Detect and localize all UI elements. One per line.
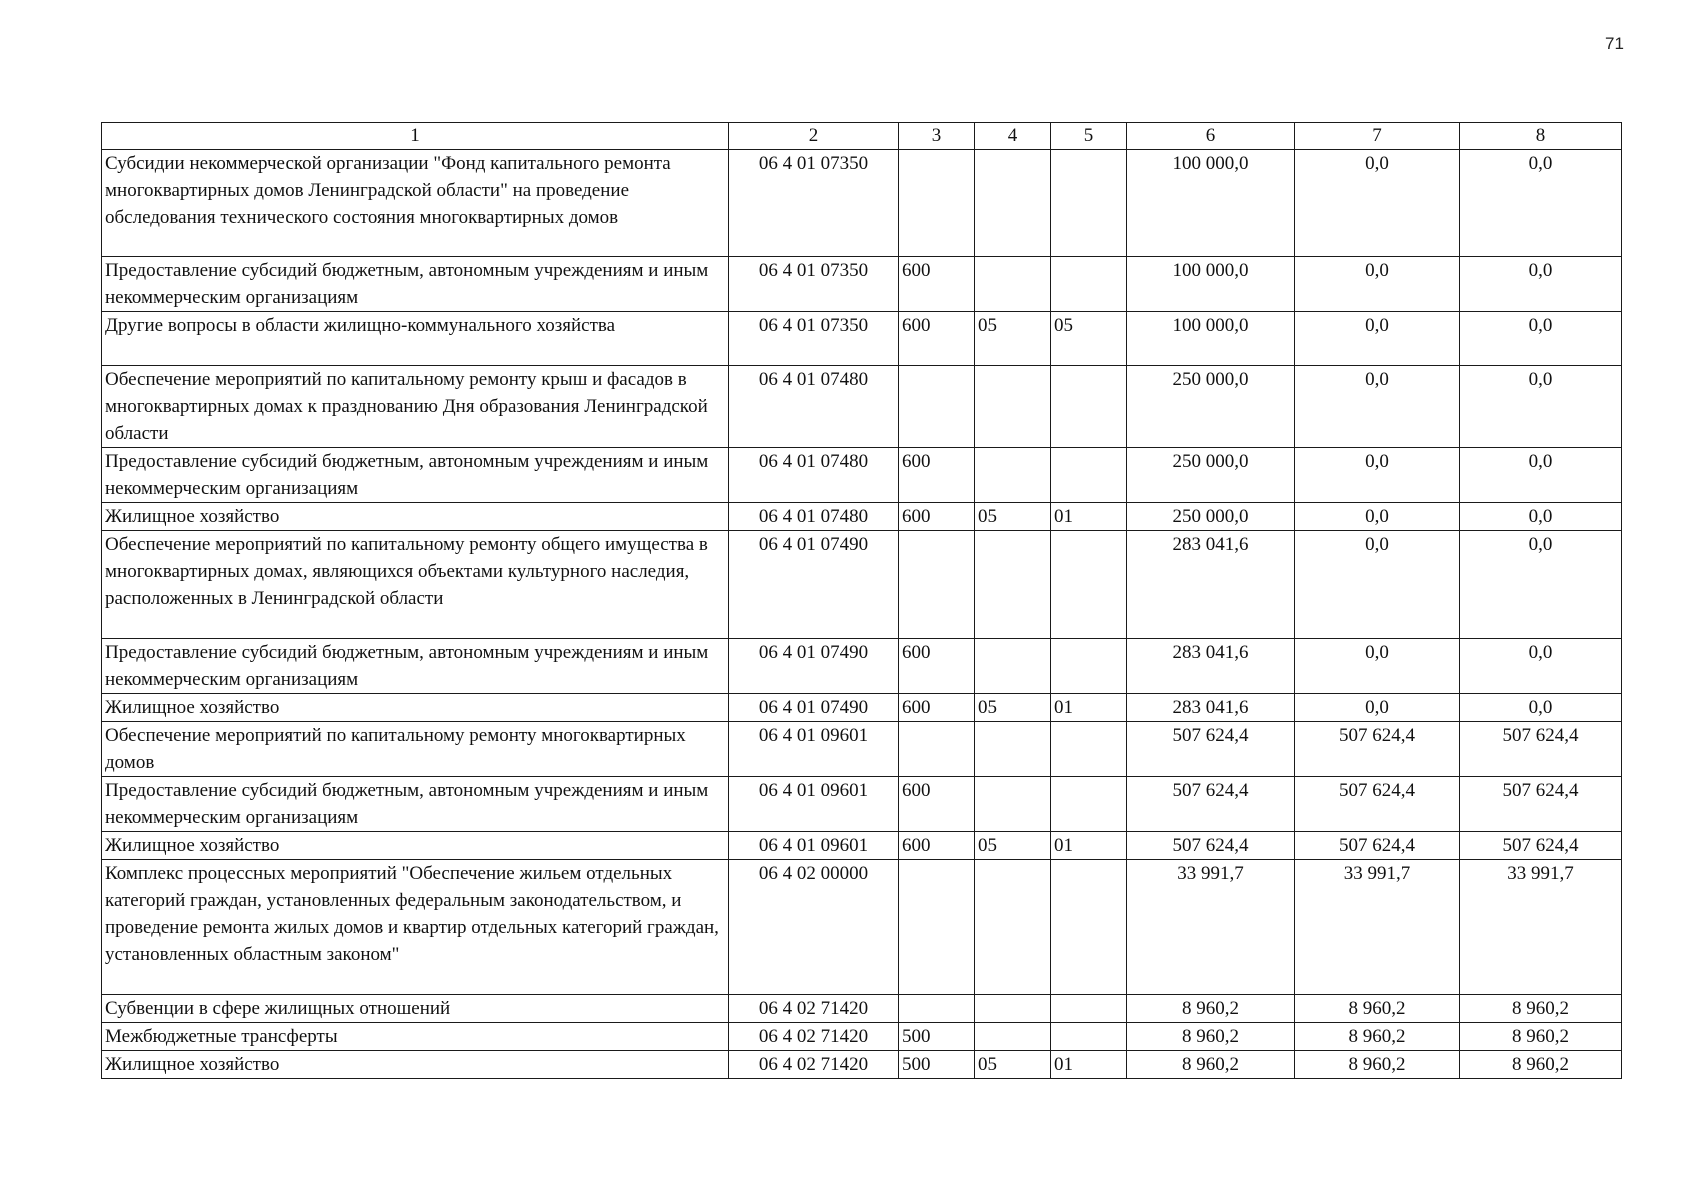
amount-year1-cell: 8 960,2 xyxy=(1127,1051,1295,1079)
subsection-cell: 05 xyxy=(1051,312,1127,366)
section-cell xyxy=(975,860,1051,995)
section-cell: 05 xyxy=(975,312,1051,366)
table-row xyxy=(102,312,1622,366)
target-code-cell: 06 4 01 07480 xyxy=(729,503,899,531)
amount-year2-cell: 507 624,4 xyxy=(1295,722,1460,777)
expense-type-cell xyxy=(899,722,975,777)
section-cell xyxy=(975,366,1051,448)
amount-year3-cell: 0,0 xyxy=(1460,257,1622,312)
row-name-cell: Жилищное хозяйство xyxy=(102,503,729,531)
subsection-cell xyxy=(1051,531,1127,639)
column-header: 1 xyxy=(102,123,729,150)
row-name-cell: Обеспечение мероприятий по капитальному ремонту общего имущества в многоквартирных домах, являющихся объектами культурного наследия, расположенных в Ленинградской области xyxy=(102,531,729,639)
amount-year2-cell: 0,0 xyxy=(1295,639,1460,694)
subsection-cell xyxy=(1051,995,1127,1023)
amount-year3-cell: 33 991,7 xyxy=(1460,860,1622,995)
section-cell xyxy=(975,257,1051,312)
amount-year3-cell: 8 960,2 xyxy=(1460,1051,1622,1079)
amount-year2-cell: 8 960,2 xyxy=(1295,1023,1460,1051)
amount-year2-cell: 8 960,2 xyxy=(1295,1051,1460,1079)
row-name-cell: Субвенции в сфере жилищных отношений xyxy=(102,995,729,1023)
expense-type-cell xyxy=(899,860,975,995)
section-cell xyxy=(975,531,1051,639)
amount-year1-cell: 100 000,0 xyxy=(1127,312,1295,366)
row-name-cell: Жилищное хозяйство xyxy=(102,694,729,722)
table-row xyxy=(102,995,1622,1023)
column-header: 5 xyxy=(1051,123,1127,150)
amount-year3-cell: 507 624,4 xyxy=(1460,722,1622,777)
expense-type-cell xyxy=(899,995,975,1023)
expense-type-cell xyxy=(899,366,975,448)
amount-year1-cell: 507 624,4 xyxy=(1127,722,1295,777)
amount-year3-cell: 0,0 xyxy=(1460,503,1622,531)
subsection-cell xyxy=(1051,150,1127,257)
target-code-cell: 06 4 01 07480 xyxy=(729,366,899,448)
subsection-cell: 01 xyxy=(1051,503,1127,531)
amount-year2-cell: 0,0 xyxy=(1295,257,1460,312)
section-cell xyxy=(975,722,1051,777)
amount-year1-cell: 250 000,0 xyxy=(1127,448,1295,503)
table-row xyxy=(102,777,1622,832)
section-cell: 05 xyxy=(975,832,1051,860)
amount-year2-cell: 0,0 xyxy=(1295,503,1460,531)
amount-year2-cell: 0,0 xyxy=(1295,448,1460,503)
table-row xyxy=(102,503,1622,531)
expense-type-cell: 600 xyxy=(899,694,975,722)
amount-year3-cell: 507 624,4 xyxy=(1460,777,1622,832)
subsection-cell xyxy=(1051,722,1127,777)
row-name-cell: Предоставление субсидий бюджетным, автономным учреждениям и иным некоммерческим организациям xyxy=(102,777,729,832)
amount-year1-cell: 8 960,2 xyxy=(1127,1023,1295,1051)
expense-type-cell xyxy=(899,150,975,257)
column-header: 6 xyxy=(1127,123,1295,150)
section-cell: 05 xyxy=(975,694,1051,722)
amount-year2-cell: 0,0 xyxy=(1295,150,1460,257)
budget-table xyxy=(101,122,1622,1079)
table-header-row xyxy=(102,123,1622,150)
target-code-cell: 06 4 01 07350 xyxy=(729,150,899,257)
column-header: 7 xyxy=(1295,123,1460,150)
amount-year1-cell: 250 000,0 xyxy=(1127,503,1295,531)
target-code-cell: 06 4 01 07350 xyxy=(729,257,899,312)
amount-year3-cell: 507 624,4 xyxy=(1460,832,1622,860)
target-code-cell: 06 4 01 07490 xyxy=(729,694,899,722)
row-name-cell: Комплекс процессных мероприятий "Обеспечение жильем отдельных категорий граждан, установленных федеральным законодательством, и проведение ремонта жилых домов и квартир отдельных категорий граждан, установленных областным законом" xyxy=(102,860,729,995)
amount-year1-cell: 8 960,2 xyxy=(1127,995,1295,1023)
target-code-cell: 06 4 01 09601 xyxy=(729,722,899,777)
table-row xyxy=(102,860,1622,995)
section-cell xyxy=(975,448,1051,503)
subsection-cell xyxy=(1051,448,1127,503)
subsection-cell xyxy=(1051,257,1127,312)
subsection-cell xyxy=(1051,777,1127,832)
expense-type-cell: 600 xyxy=(899,777,975,832)
column-header: 8 xyxy=(1460,123,1622,150)
section-cell xyxy=(975,639,1051,694)
row-name-cell: Жилищное хозяйство xyxy=(102,832,729,860)
expense-type-cell: 600 xyxy=(899,257,975,312)
section-cell xyxy=(975,1023,1051,1051)
subsection-cell: 01 xyxy=(1051,694,1127,722)
amount-year1-cell: 283 041,6 xyxy=(1127,694,1295,722)
amount-year2-cell: 507 624,4 xyxy=(1295,832,1460,860)
amount-year3-cell: 0,0 xyxy=(1460,366,1622,448)
subsection-cell: 01 xyxy=(1051,832,1127,860)
target-code-cell: 06 4 02 71420 xyxy=(729,1023,899,1051)
table-row xyxy=(102,531,1622,639)
row-name-cell: Предоставление субсидий бюджетным, автономным учреждениям и иным некоммерческим организациям xyxy=(102,257,729,312)
amount-year3-cell: 8 960,2 xyxy=(1460,995,1622,1023)
subsection-cell: 01 xyxy=(1051,1051,1127,1079)
column-header: 3 xyxy=(899,123,975,150)
amount-year2-cell: 8 960,2 xyxy=(1295,995,1460,1023)
amount-year1-cell: 507 624,4 xyxy=(1127,777,1295,832)
expense-type-cell xyxy=(899,531,975,639)
amount-year3-cell: 0,0 xyxy=(1460,448,1622,503)
target-code-cell: 06 4 01 07480 xyxy=(729,448,899,503)
expense-type-cell: 600 xyxy=(899,448,975,503)
target-code-cell: 06 4 02 71420 xyxy=(729,1051,899,1079)
table-row xyxy=(102,722,1622,777)
expense-type-cell: 500 xyxy=(899,1023,975,1051)
target-code-cell: 06 4 01 07490 xyxy=(729,639,899,694)
amount-year2-cell: 0,0 xyxy=(1295,531,1460,639)
table-row xyxy=(102,366,1622,448)
amount-year3-cell: 0,0 xyxy=(1460,150,1622,257)
section-cell xyxy=(975,995,1051,1023)
target-code-cell: 06 4 01 09601 xyxy=(729,832,899,860)
amount-year1-cell: 283 041,6 xyxy=(1127,531,1295,639)
target-code-cell: 06 4 02 71420 xyxy=(729,995,899,1023)
table-row xyxy=(102,150,1622,257)
table-row xyxy=(102,1023,1622,1051)
expense-type-cell: 600 xyxy=(899,639,975,694)
amount-year3-cell: 8 960,2 xyxy=(1460,1023,1622,1051)
table-row xyxy=(102,1051,1622,1079)
row-name-cell: Межбюджетные трансферты xyxy=(102,1023,729,1051)
section-cell: 05 xyxy=(975,1051,1051,1079)
row-name-cell: Субсидии некоммерческой организации "Фонд капитального ремонта многоквартирных домов Ленинградской области" на проведение обследования технического состояния многоквартирных домов xyxy=(102,150,729,257)
amount-year2-cell: 0,0 xyxy=(1295,694,1460,722)
amount-year2-cell: 507 624,4 xyxy=(1295,777,1460,832)
amount-year1-cell: 33 991,7 xyxy=(1127,860,1295,995)
target-code-cell: 06 4 01 07350 xyxy=(729,312,899,366)
expense-type-cell: 600 xyxy=(899,503,975,531)
row-name-cell: Обеспечение мероприятий по капитальному ремонту многоквартирных домов xyxy=(102,722,729,777)
expense-type-cell: 600 xyxy=(899,312,975,366)
expense-type-cell: 500 xyxy=(899,1051,975,1079)
table-row xyxy=(102,448,1622,503)
section-cell xyxy=(975,777,1051,832)
column-header: 2 xyxy=(729,123,899,150)
amount-year3-cell: 0,0 xyxy=(1460,639,1622,694)
target-code-cell: 06 4 02 00000 xyxy=(729,860,899,995)
amount-year3-cell: 0,0 xyxy=(1460,312,1622,366)
amount-year1-cell: 507 624,4 xyxy=(1127,832,1295,860)
page-number: 71 xyxy=(1605,34,1624,53)
row-name-cell: Жилищное хозяйство xyxy=(102,1051,729,1079)
table-body xyxy=(102,150,1622,1079)
subsection-cell xyxy=(1051,639,1127,694)
amount-year1-cell: 100 000,0 xyxy=(1127,150,1295,257)
column-header: 4 xyxy=(975,123,1051,150)
amount-year3-cell: 0,0 xyxy=(1460,531,1622,639)
amount-year2-cell: 0,0 xyxy=(1295,312,1460,366)
subsection-cell xyxy=(1051,366,1127,448)
table-row xyxy=(102,832,1622,860)
target-code-cell: 06 4 01 07490 xyxy=(729,531,899,639)
table-row xyxy=(102,639,1622,694)
amount-year1-cell: 100 000,0 xyxy=(1127,257,1295,312)
subsection-cell xyxy=(1051,1023,1127,1051)
row-name-cell: Предоставление субсидий бюджетным, автономным учреждениям и иным некоммерческим организациям xyxy=(102,448,729,503)
amount-year1-cell: 283 041,6 xyxy=(1127,639,1295,694)
subsection-cell xyxy=(1051,860,1127,995)
amount-year1-cell: 250 000,0 xyxy=(1127,366,1295,448)
table-row xyxy=(102,257,1622,312)
expense-type-cell: 600 xyxy=(899,832,975,860)
amount-year2-cell: 0,0 xyxy=(1295,366,1460,448)
amount-year2-cell: 33 991,7 xyxy=(1295,860,1460,995)
row-name-cell: Другие вопросы в области жилищно-коммунального хозяйства xyxy=(102,312,729,366)
target-code-cell: 06 4 01 09601 xyxy=(729,777,899,832)
table-row xyxy=(102,694,1622,722)
section-cell: 05 xyxy=(975,503,1051,531)
row-name-cell: Обеспечение мероприятий по капитальному ремонту крыш и фасадов в многоквартирных домах к празднованию Дня образования Ленинградской области xyxy=(102,366,729,448)
section-cell xyxy=(975,150,1051,257)
row-name-cell: Предоставление субсидий бюджетным, автономным учреждениям и иным некоммерческим организациям xyxy=(102,639,729,694)
amount-year3-cell: 0,0 xyxy=(1460,694,1622,722)
